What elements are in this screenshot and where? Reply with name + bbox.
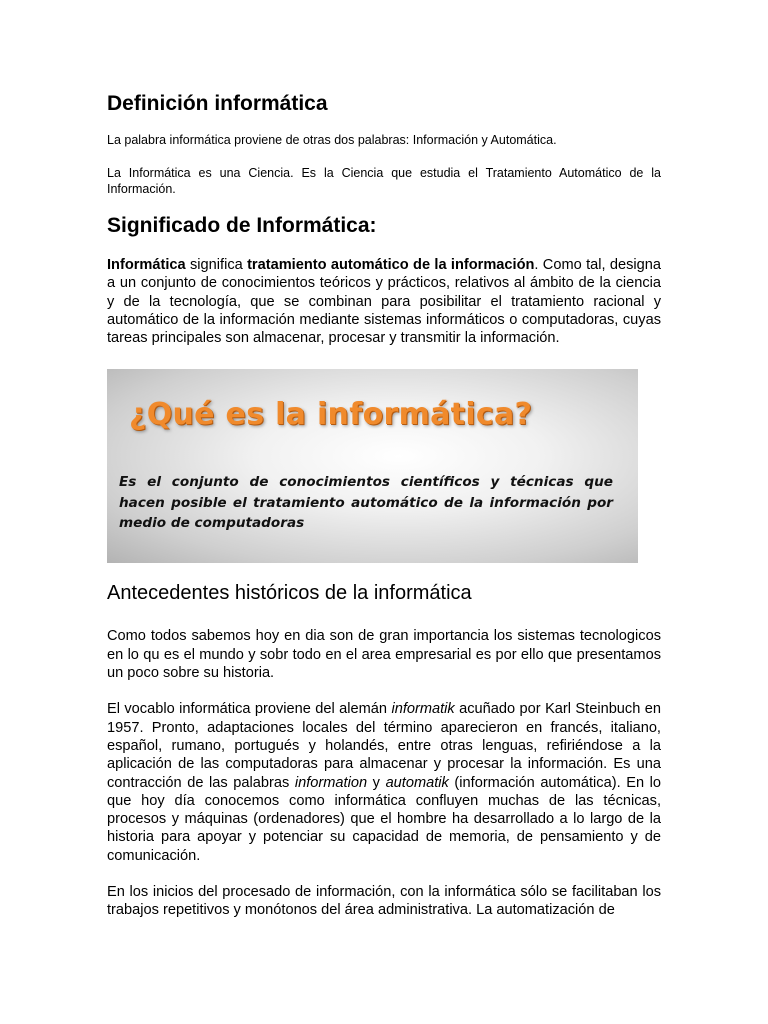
paragraph-palabra: La palabra informática proviene de otras dos palabras: Información y Automática. — [107, 133, 557, 147]
paragraph-inicios: En los inicios del procesado de información, con la informática sólo se facilitaban los trabajos repetitivos y monótonos del área administrativa. La automatización de — [107, 884, 661, 919]
italic-information: information — [294, 774, 368, 791]
text-vocablo-4: (información automática). En lo que hoy día conocemos como informática confluyen muchas de las técnicas, procesos y máquinas (ordenadores) que el hombre ha desarrollado a lo largo de la historia para apoyar y potenciar su capacidad de memoria, de pensamiento y de comunicación. — [107, 774, 662, 864]
banner-text: Es el conjunto de conocimientos científicos y técnicas que hacen posible el tratamiento automático de la información por medio de computadoras — [119, 474, 613, 532]
paragraph-vocablo — [107, 700, 661, 865]
text-significa: significa — [185, 257, 248, 273]
text-vocablo-3: y — [367, 774, 386, 791]
heading-definicion: Definición informática — [107, 92, 328, 115]
italic-automatik: automatik — [385, 774, 449, 791]
banner-image — [107, 369, 638, 563]
paragraph-como-todos: Como todos sabemos hoy en dia son de gran importancia los sistemas tecnologicos en lo qu es el mundo y sobr todo en el area empresarial es por ello que presentamos un poco sobre su historia. — [107, 628, 661, 682]
italic-informatik: informatik — [391, 701, 455, 718]
document-content — [107, 88, 661, 920]
text-como-tal: . Como tal, designa a un conjunto de conocimientos teóricos y prácticos, relativos al ámbito de la ciencia y de la tecnología, que se combinan para posibilitar el tratamiento racional y automático de la información mediante sistemas informáticos o computadoras, cuyas tareas principales son almacenar, procesar y transmitir la información. — [107, 257, 661, 347]
paragraph-ciencia: La Informática es una Ciencia. Es la Ciencia que estudia el Tratamiento Automático de la Información. — [107, 166, 661, 196]
bold-tratamiento: tratamiento automático de la información — [247, 257, 535, 273]
banner-title: ¿Qué es la informática? — [129, 397, 533, 433]
heading-significado: Significado de Informática: — [107, 214, 377, 237]
bold-informatica: Informática — [107, 257, 186, 273]
text-vocablo-1: El vocablo informática proviene del alemán — [107, 701, 392, 718]
text-vocablo-2: acuñado por Karl Steinbuch en 1957. Pronto, adaptaciones locales del término aparecieron en francés, italiano, español, rumano, portugués y holandés, entre otras lenguas, refiriéndose a la aplicación de las computadoras para almacenar y procesar la información. Es una contracción de las palabras — [107, 701, 661, 791]
heading-antecedentes: Antecedentes históricos de la informática — [107, 582, 472, 605]
paragraph-significado — [107, 256, 661, 347]
